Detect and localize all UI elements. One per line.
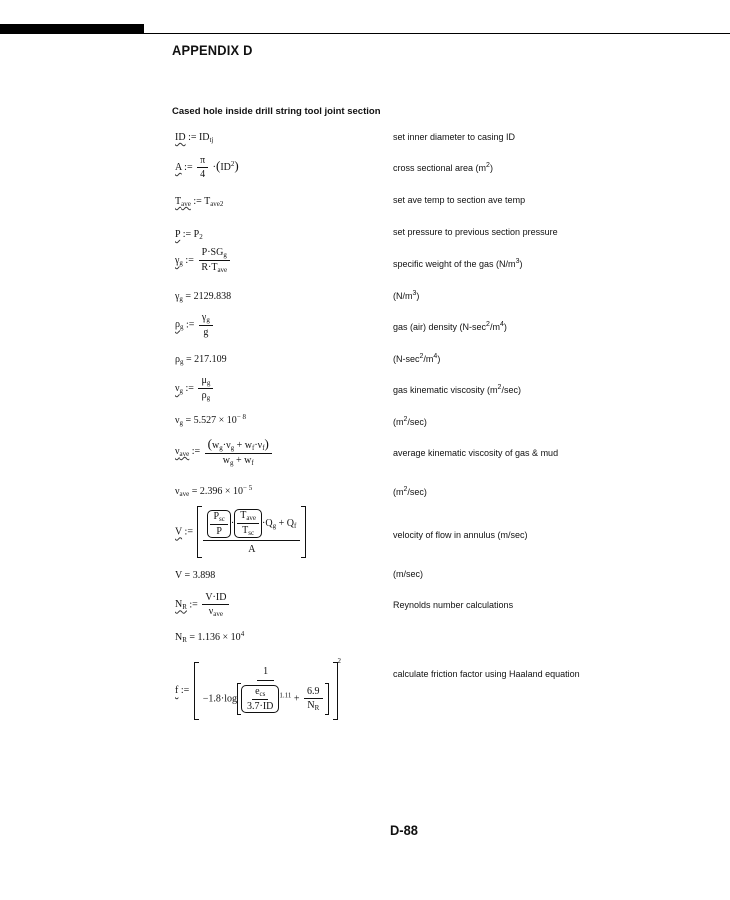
header-rule bbox=[144, 33, 730, 34]
desc-id-assign: set inner diameter to casing ID bbox=[393, 132, 516, 142]
eq-id-assign: ID := $ID_{tj}$ bbox=[175, 132, 214, 144]
eq-rho: $\rho_g$ := $\frac{\gamma_g}{g}$ bbox=[175, 312, 215, 338]
desc-pressure: set pressure to previous section pressure bbox=[393, 227, 558, 237]
header-black-bar bbox=[0, 24, 144, 34]
desc-reynolds: Reynolds number calculations bbox=[393, 600, 514, 610]
running-head: APPENDIX D bbox=[172, 42, 253, 58]
desc-nu: gas kinematic viscosity $(m^2/\sec)$ bbox=[393, 384, 521, 395]
eq-nu-value: $\nu_g = 5.527 \times 10^{- 8}$ bbox=[175, 413, 247, 427]
eq-nu: $\nu_g$ := $\frac{\mu_g}{\rho_g}$ bbox=[175, 375, 215, 402]
desc-rho: gas (air) density $(N-\sec^2/m^4)$ bbox=[393, 321, 507, 332]
rho-value: 217.109 bbox=[194, 354, 227, 365]
desc-velocity-value: (m/sec) bbox=[393, 569, 423, 579]
velocity-value: 3.898 bbox=[192, 570, 216, 581]
eq-gamma-value: $\gamma_g = 2129.838$ bbox=[175, 291, 232, 303]
eq-area: A := $\frac{\pi}{4}$ $\cdot(ID^2)$ bbox=[175, 155, 239, 180]
eq-nuave: $\nu_{ave}$ := $\frac{(w_g\cdot\nu_g + w_f\cdot\nu_f)}{w_g + w_f}$ bbox=[175, 436, 274, 467]
eq-temp: $T_{ave}$ := $T_{ave2}$ bbox=[175, 196, 224, 208]
desc-velocity: velocity of flow in annulus (m/sec) bbox=[393, 530, 528, 540]
desc-rho-value: $(N-\sec^2/m^4)$ bbox=[393, 353, 441, 364]
section-title: Cased hole inside drill string tool joint section bbox=[172, 106, 381, 117]
eq-velocity: V := $\frac{P_{sc}}{P}$ · $\frac{T_{ave}}{T_{sc}}$ $\cdot Q_g + Q_f$ A bbox=[175, 506, 306, 558]
desc-gamma: specific weight of the gas $(N/m^3)$ bbox=[393, 258, 523, 269]
desc-gamma-value: $(N/m^3)$ bbox=[393, 290, 420, 301]
desc-nu-value: $(m^2/\sec)$ bbox=[393, 416, 427, 427]
desc-temp: set ave temp to section ave temp bbox=[393, 195, 526, 205]
eq-reynolds-value: $N_R = 1.136 \times 10^4$ bbox=[175, 630, 245, 644]
desc-nuave-value: $(m^2/\sec)$ bbox=[393, 486, 427, 497]
eq-pressure: P := $P_2$ bbox=[175, 229, 203, 241]
eq-rho-value: $\rho_g = 217.109$ bbox=[175, 354, 227, 366]
page-number: D-88 bbox=[390, 822, 418, 838]
eq-nuave-value: $\nu_{ave} = 2.396 \times 10^{- 5}$ bbox=[175, 484, 253, 498]
desc-nuave: average kinematic viscosity of gas & mud bbox=[393, 448, 559, 458]
desc-area: cross sectional area $(m^2)$ bbox=[393, 162, 493, 173]
eq-velocity-value: V = 3.898 bbox=[175, 570, 216, 581]
desc-friction: calculate friction factor using Haaland equation bbox=[393, 669, 580, 679]
gamma-value: 2129.838 bbox=[193, 291, 232, 302]
eq-friction: f := 1 −1.8·log $\frac{e_{cs}}{3.7\cdot ID}$ $^{1.11}$ + $\frac{6.9}{N_R}$ $^2$ bbox=[175, 657, 341, 720]
eq-gamma: $\gamma_g$ := $\frac{P\cdot SG_g}{R\cdot T_{ave}}$ bbox=[175, 247, 232, 274]
eq-reynolds: $N_R$ := $\frac{V\cdot ID}{\nu_{ave}}$ bbox=[175, 592, 231, 618]
